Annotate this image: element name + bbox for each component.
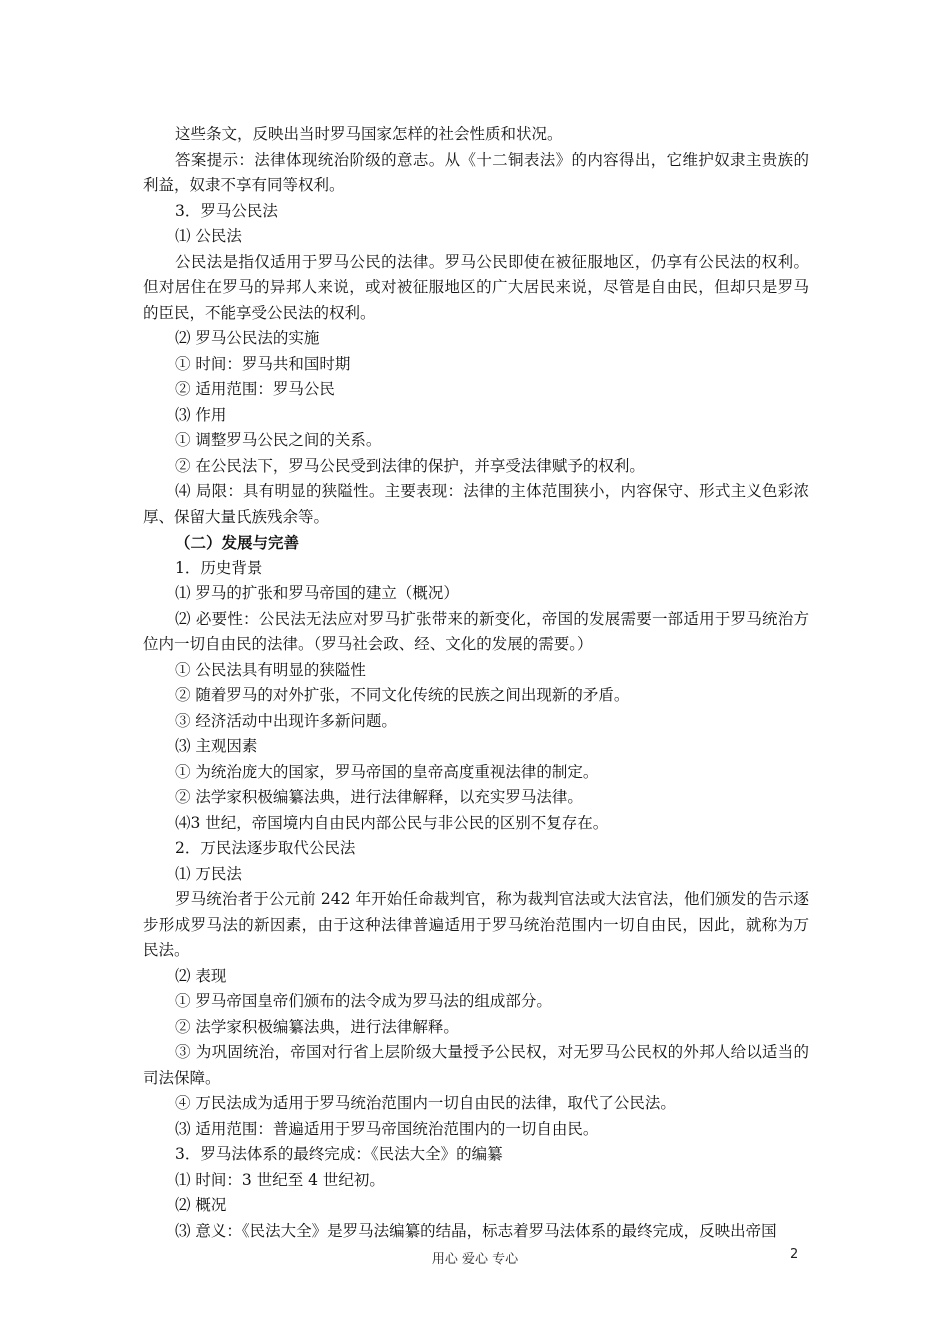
paragraph: ① 时间：罗马共和国时期 xyxy=(175,354,351,373)
paragraph: ⑴ 万民法 xyxy=(175,864,242,883)
paragraph: ② 法学家积极编纂法典，进行法律解释。 xyxy=(175,1017,459,1036)
paragraph: ② 法学家积极编纂法典，进行法律解释，以充实罗马法律。 xyxy=(175,788,583,806)
paragraph: ② 适用范围：罗马公民 xyxy=(175,380,335,398)
paragraph: 3．罗马法体系的最终完成：《民法大全》的编纂 xyxy=(175,1145,503,1163)
paragraph: 2．万民法逐步取代公民法 xyxy=(175,839,356,857)
paragraph: ⑵ 概况 xyxy=(175,1196,227,1214)
paragraph: ⑶ 意义：《民法大全》是罗马法编纂的结晶，标志着罗马法体系的最终完成，反映出帝国 xyxy=(175,1221,777,1240)
footer-slogan: 用心 爱心 专心 xyxy=(431,1252,519,1267)
paragraph: ① 公民法具有明显的狭隘性 xyxy=(175,660,366,679)
paragraph: 1．历史背景 xyxy=(175,558,263,577)
paragraph: ⑴ 罗马的扩张和罗马帝国的建立（概况） xyxy=(175,584,459,602)
paragraph: ⑷3 世纪，帝国境内自由民内部公民与非公民的区别不复存在。 xyxy=(175,813,609,832)
paragraph: ⑵ 必要性：公民法无法应对罗马扩张带来的新变化，帝国的发展需要一部适用于罗马统治方位内一切自由民的法律。（罗马社会政、经、文化的发展的需要。） xyxy=(143,609,809,653)
paragraph: ⑶ 适用范围：普遍适用于罗马帝国统治范围内的一切自由民。 xyxy=(175,1119,599,1138)
paragraph: ① 调整罗马公民之间的关系。 xyxy=(175,431,382,449)
paragraph: ⑶ 主观因素 xyxy=(175,737,258,755)
paragraph: 答案提示：法律体现统治阶级的意志。从《十二铜表法》的内容得出，它维护奴隶主贵族的利益，奴隶不享有同等权利。 xyxy=(143,150,809,194)
paragraph: ④ 万民法成为适用于罗马统治范围内一切自由民的法律，取代了公民法。 xyxy=(175,1094,676,1112)
paragraph: ⑶ 作用 xyxy=(175,405,227,424)
paragraph: ③ 为巩固统治，帝国对行省上层阶级大量授予公民权，对无罗马公民权的外邦人给以适当的司法保障。 xyxy=(143,1043,809,1087)
paragraph: ③ 经济活动中出现许多新问题。 xyxy=(175,711,397,730)
paragraph: ② 在公民法下，罗马公民受到法律的保护，并享受法律赋予的权利。 xyxy=(175,456,645,475)
paragraph: ⑷ 局限：具有明显的狭隘性。主要表现：法律的主体范围狭小，内容保守、形式主义色彩浓厚、保留大量氏族残余等。 xyxy=(143,482,809,526)
section-heading: （二）发展与完善 xyxy=(175,533,300,552)
paragraph: ① 为统治庞大的国家，罗马帝国的皇帝高度重视法律的制定。 xyxy=(175,762,599,781)
paragraph: ⑵ 表现 xyxy=(175,966,227,985)
paragraph: ① 罗马帝国皇帝们颁布的法令成为罗马法的组成部分。 xyxy=(175,992,552,1010)
paragraph: 罗马统治者于公元前 242 年开始任命裁判官，称为裁判官法或大法官法，他们颁发的告示逐步形成罗马法的新因素，由于这种法律普遍适用于罗马统治范围内一切自由民，因此，就称为万民法。 xyxy=(143,890,809,959)
document-body xyxy=(143,122,809,1244)
paragraph: ② 随着罗马的对外扩张，不同文化传统的民族之间出现新的矛盾。 xyxy=(175,686,630,704)
page-number: 2 xyxy=(790,1247,799,1262)
paragraph: ⑴ 时间：3 世纪至 4 世纪初。 xyxy=(175,1170,385,1189)
paragraph: 这些条文，反映出当时罗马国家怎样的社会性质和状况。 xyxy=(175,125,563,143)
paragraph: 3．罗马公民法 xyxy=(175,201,278,220)
paragraph: 公民法是指仅适用于罗马公民的法律。罗马公民即使在被征服地区，仍享有公民法的权利。但对居住在罗马的异邦人来说，或对被征服地区的广大居民来说，尽管是自由民，但却只是罗马的臣民，不能享受公民法的权利。 xyxy=(143,252,809,322)
paragraph: ⑵ 罗马公民法的实施 xyxy=(175,329,320,347)
paragraph: ⑴ 公民法 xyxy=(175,227,242,245)
